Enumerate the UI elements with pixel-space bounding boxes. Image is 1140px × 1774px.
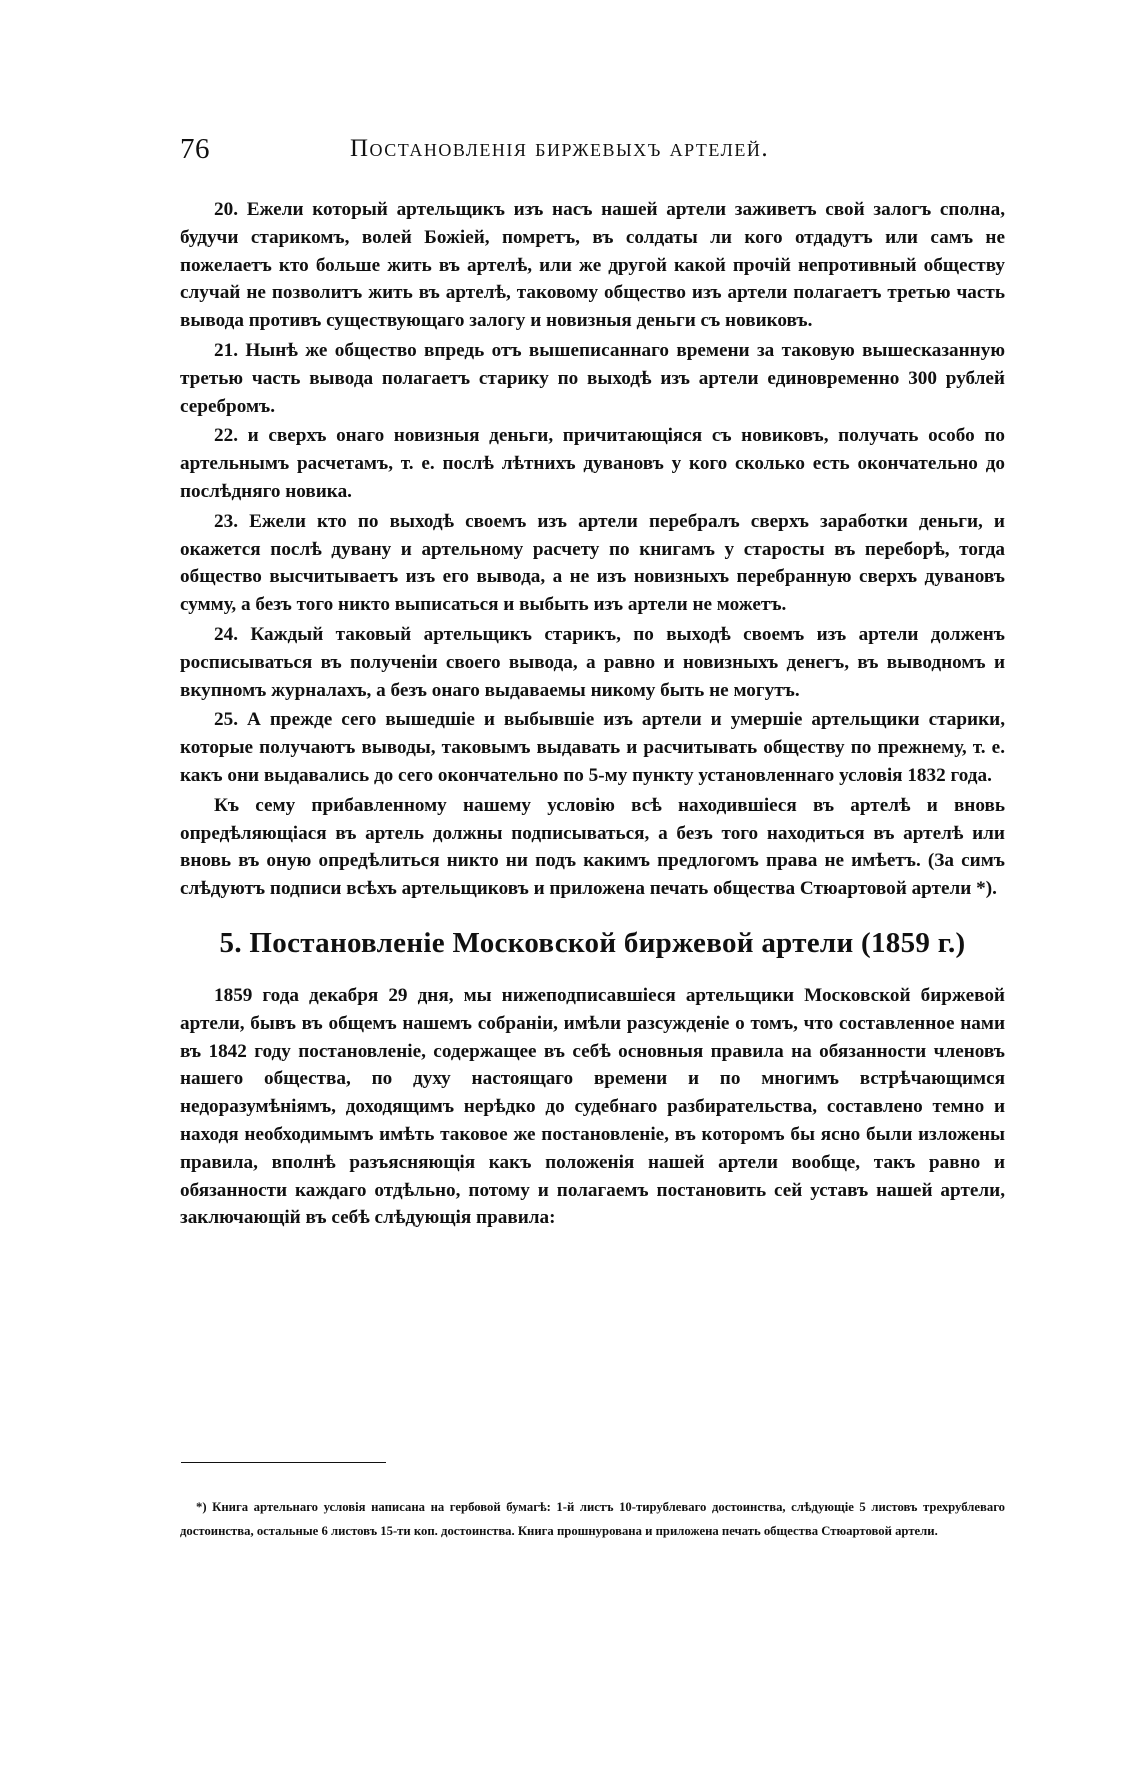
footnote: *) Книга артельнаго условія написана на гербовой бумагѣ: 1-й листъ 10-тирублеваго достоинства, слѣдующіе 5 листовъ трехрублеваго достоинства, остальные 6 листовъ 15-ти коп. достоинства. Книга прошнурована и приложена печать общества Стюартовой артели. <box>180 1500 1005 1538</box>
paragraph-25: 25. А прежде сего вышедшіе и выбывшіе изъ артели и умершіе артельщики старики, которые получаютъ выводы, таковымъ выдавать и расчитывать обществу по прежнему, т. е. какъ они выдавались до сего окончательно по 5-му пункту установленнаго условія 1832 года. <box>180 709 1005 786</box>
section-intro-paragraph: 1859 года декабря 29 дня, мы нижеподписавшіеся артельщики Московской биржевой артели, бывъ въ общемъ нашемъ собраніи, имѣли разсужденіе о томъ, что составленное нами въ 1842 году постановленіе, содержащее въ себѣ основныя правила на обязанности членовъ нашего общества, по духу настоящаго времени и по многимъ встрѣчающимся недоразумѣніямъ, доходящимъ нерѣдко до судебнаго разбирательства, составлено темно и находя необходимымъ имѣть таковое же постановленіе, въ которомъ бы ясно были изложены правила, вполнѣ разъясняющія какъ положенія нашей артели вообще, такъ равно и обязанности каждаго отдѣльно, потому и полагаемъ постановить сей уставъ нашей артели, заключающій въ себѣ слѣдующія правила: <box>180 984 1005 1229</box>
paragraph-20: 20. Ежели который артельщикъ изъ насъ нашей артели заживетъ свой залогъ сполна, будучи старикомъ, волей Божіей, помретъ, въ солдаты ли кого отдадутъ или самъ не пожелаетъ кто больше жить въ артелѣ, или же другой какой прочій непротивный обществу случай не позволитъ жить въ артелѣ, таковому общество изъ артели полагаетъ третью часть вывода противъ существующаго залогу и новизныя деньги съ новиковъ. <box>180 199 1005 332</box>
running-title: Постановленія биржевыхъ артелей. <box>350 135 770 162</box>
running-header <box>180 133 970 173</box>
paragraph-22: 22. и сверхъ онаго новизныя деньги, причитающіяся съ новиковъ, получать особо по артельнымъ расчетамъ, т. е. послѣ лѣтнихъ дувановъ у кого сколько есть окончательно до послѣдняго новика. <box>180 425 1005 502</box>
paragraph-23: 23. Ежели кто по выходѣ своемъ изъ артели перебралъ сверхъ заработки деньги, и окажется послѣ дувану и артельному расчету по книгамъ у старосты въ переборѣ, тогда общество высчитываетъ изъ его вывода, а не изъ новизныхъ перебранную сверхъ дувановъ сумму, а безъ того никто выписаться и выбыть изъ артели не можетъ. <box>180 510 1005 616</box>
paragraph-24: 24. Каждый таковый артельщикъ старикъ, по выходѣ своемъ изъ артели долженъ росписываться въ полученіи своего вывода, а равно и новизныхъ денегъ, въ выводномъ и вкупномъ журналахъ, а безъ онаго выдаваемы никому быть не могутъ. <box>180 623 1005 701</box>
footnote-divider <box>181 1462 386 1463</box>
body-text <box>180 196 1005 1232</box>
paragraph-21: 21. Нынѣ же общество впредь отъ вышеписаннаго времени за таковую вышесказанную третью часть вывода полагаетъ старику по выходѣ изъ артели единовременно 300 рублей серебромъ. <box>180 339 1005 417</box>
page-number: 76 <box>180 133 210 165</box>
section-heading: 5. Постановленіе Московской биржевой артели (1859 г.) <box>219 926 966 959</box>
closing-paragraph: Къ сему прибавленному нашему условію всѣ находившіеся въ артелѣ и вновь опредѣляющіася въ артель должны подписываться, а безъ того находиться въ артелѣ или вновь въ оную опредѣлиться никто ни подъ какимъ предлогомъ права не имѣетъ. (За симъ слѣдуютъ подписи всѣхъ артельщиковъ и приложена печать общества Стюартовой артели *). <box>180 794 1005 900</box>
